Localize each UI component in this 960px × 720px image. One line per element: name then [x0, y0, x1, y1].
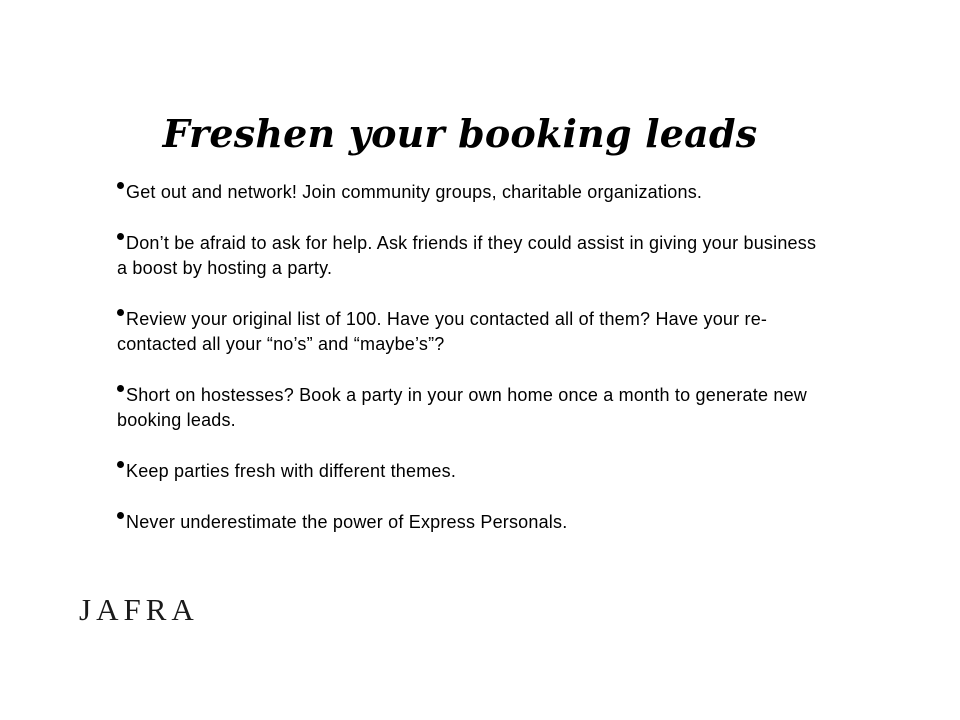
bullet-text: Review your original list of 100. Have you contacted all of them? Have your re-contacted all your “no’s” and “maybe’s”? [117, 309, 768, 354]
bullet-dot-icon [117, 512, 124, 519]
bullet-text: Keep parties fresh with different themes. [126, 461, 457, 481]
bullet-text: Get out and network! Join community groups, charitable organizations. [126, 182, 703, 202]
bullet-item [117, 510, 827, 535]
jafra-logo: JAFRA [79, 592, 199, 627]
bullet-text: Short on hostesses? Book a party in your own home once a month to generate new booking leads. [117, 385, 808, 430]
bullet-list [117, 180, 827, 535]
bullet-item [117, 307, 827, 357]
bullet-item [117, 231, 827, 281]
bullet-text: Don’t be afraid to ask for help. Ask friends if they could assist in giving your business a boost by hosting a party. [117, 233, 817, 278]
slide-title: Freshen your booking leads [162, 111, 758, 156]
bullet-item [117, 383, 827, 433]
bullet-dot-icon [117, 233, 124, 240]
bullet-item [117, 459, 827, 484]
bullet-text: Never underestimate the power of Express Personals. [126, 512, 568, 532]
bullet-dot-icon [117, 182, 124, 189]
bullet-dot-icon [117, 309, 124, 316]
bullet-dot-icon [117, 385, 124, 392]
bullet-dot-icon [117, 461, 124, 468]
bullet-item [117, 180, 827, 205]
